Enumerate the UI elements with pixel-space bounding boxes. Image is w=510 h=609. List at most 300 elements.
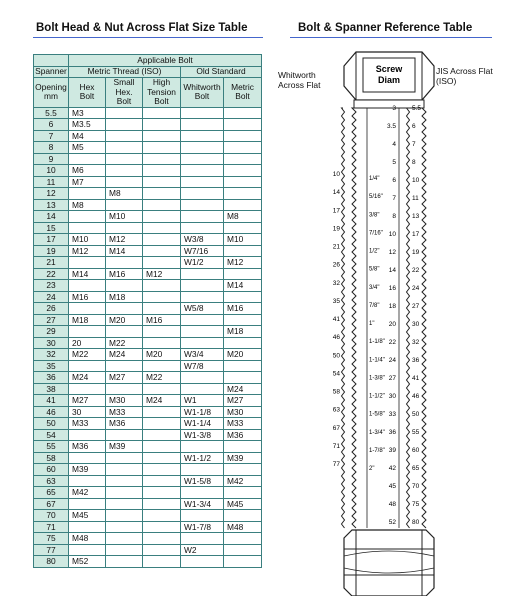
jis-tick-label: 70: [412, 483, 420, 490]
hex-bolt-cell: [69, 429, 106, 441]
table-row: [34, 544, 262, 556]
table-row: [34, 291, 262, 303]
header-line: Tension: [147, 86, 176, 97]
metric-bolt-header: [224, 78, 262, 108]
whitworth-tick-label: 19: [332, 225, 340, 233]
spanner-opening-cell: 36: [34, 372, 69, 384]
small-hex-bolt-cell: [106, 130, 143, 142]
jis-tick-label: 10: [412, 177, 420, 184]
hex-bolt-cell: M6: [69, 165, 106, 177]
high-tension-bolt-cell: [143, 107, 181, 119]
metric-tick-label: 42: [388, 465, 396, 472]
whitworth-bolt-cell: [181, 130, 224, 142]
table-row: [34, 487, 262, 499]
hex-bolt-cell: M42: [69, 487, 106, 499]
whitworth-bolt-cell: [181, 441, 224, 453]
metric-bolt-cell: M48: [224, 521, 262, 533]
table-row: [34, 418, 262, 430]
whitworth-bolt-cell: [181, 188, 224, 200]
hex-bolt-cell: [69, 257, 106, 269]
applicable-bolt-header: Applicable Bolt: [69, 55, 262, 67]
high-tension-bolt-cell: [143, 360, 181, 372]
small-hex-bolt-cell: M30: [106, 395, 143, 407]
small-hex-bolt-cell: [106, 429, 143, 441]
whitworth-label-line: Across Flat: [278, 80, 321, 90]
whitworth-label-line: Whitworth: [278, 70, 316, 80]
high-tension-bolt-cell: M16: [143, 314, 181, 326]
jis-tick-label: 36: [412, 357, 420, 364]
left-title: Bolt Head & Nut Across Flat Size Table: [36, 22, 248, 34]
small-hex-bolt-header: [106, 78, 143, 108]
metric-tick-label: 7: [392, 195, 396, 202]
small-hex-bolt-cell: [106, 452, 143, 464]
jis-tick-label: 46: [412, 393, 420, 400]
hex-bolt-cell: [69, 521, 106, 533]
metric-bolt-cell: [224, 544, 262, 556]
small-hex-bolt-cell: [106, 303, 143, 315]
spanner-opening-cell: 11: [34, 176, 69, 188]
high-tension-bolt-cell: [143, 429, 181, 441]
high-tension-bolt-cell: [143, 119, 181, 131]
table-row: [34, 395, 262, 407]
header-line: Opening: [35, 81, 67, 92]
whitworth-bolt-cell: [181, 211, 224, 223]
metric-tick-label: 27: [388, 375, 396, 382]
whitworth-tick-label: 54: [332, 370, 340, 378]
high-tension-bolt-cell: [143, 280, 181, 292]
jis-label: [436, 66, 493, 86]
high-tension-bolt-cell: [143, 487, 181, 499]
small-hex-bolt-cell: M12: [106, 234, 143, 246]
header-line: Metric: [231, 81, 254, 92]
whitworth-tick-label: 32: [332, 279, 340, 287]
small-hex-bolt-cell: [106, 326, 143, 338]
whitworth-tick-label: 63: [332, 406, 340, 414]
jis-tick-label: 7: [412, 141, 416, 148]
table-header-row: [34, 66, 262, 78]
metric-bolt-cell: [224, 441, 262, 453]
hex-bolt-cell: [69, 222, 106, 234]
high-tension-bolt-cell: [143, 222, 181, 234]
whitworth-tick-label: 26: [332, 261, 340, 269]
jis-tick-label: 6: [412, 123, 416, 130]
hex-bolt-cell: M45: [69, 510, 106, 522]
jis-tick-label: 22: [412, 267, 420, 274]
small-hex-bolt-cell: M20: [106, 314, 143, 326]
small-hex-bolt-cell: [106, 475, 143, 487]
jis-tick-label: 30: [412, 321, 420, 328]
spanner-opening-cell: 71: [34, 521, 69, 533]
spanner-opening-cell: 15: [34, 222, 69, 234]
high-tension-bolt-cell: [143, 418, 181, 430]
hex-bolt-cell: M52: [69, 556, 106, 568]
whitworth-tick-label: 35: [332, 297, 340, 305]
table-row: [34, 165, 262, 177]
hex-bolt-cell: M39: [69, 464, 106, 476]
header-line: Bolt: [154, 96, 169, 106]
metric-tick-label: 52: [388, 519, 396, 526]
small-hex-bolt-cell: M22: [106, 337, 143, 349]
spanner-opening-cell: 8: [34, 142, 69, 154]
screw-tick-label: 3/4": [369, 284, 380, 291]
metric-bolt-cell: M45: [224, 498, 262, 510]
spanner-opening-cell: 23: [34, 280, 69, 292]
metric-tick-label: 45: [388, 483, 396, 490]
high-tension-bolt-cell: [143, 337, 181, 349]
spanner-opening-cell: 7: [34, 130, 69, 142]
screw-tick-label: 5/16": [369, 194, 383, 201]
spanner-opening-cell: 22: [34, 268, 69, 280]
spanner-opening-cell: 35: [34, 360, 69, 372]
high-tension-bolt-header: [143, 78, 181, 108]
hex-bolt-cell: [69, 383, 106, 395]
spanner-opening-cell: 5.5: [34, 107, 69, 119]
header-line: Hex.: [115, 86, 133, 97]
screw-tick-label: 5/8": [369, 266, 380, 273]
hex-bolt-cell: [69, 303, 106, 315]
small-hex-bolt-cell: M33: [106, 406, 143, 418]
spanner-opening-cell: 19: [34, 245, 69, 257]
small-hex-bolt-cell: M8: [106, 188, 143, 200]
table-row: [34, 234, 262, 246]
metric-tick-label: 16: [388, 285, 396, 292]
whitworth-bolt-cell: [181, 199, 224, 211]
bolt-spanner-diagram: [274, 46, 504, 596]
whitworth-bolt-cell: W1: [181, 395, 224, 407]
metric-bolt-cell: [224, 464, 262, 476]
metric-tick-label: 30: [388, 393, 396, 400]
hex-bolt-cell: M18: [69, 314, 106, 326]
metric-tick-label: 12: [388, 249, 396, 256]
small-hex-bolt-cell: M36: [106, 418, 143, 430]
spanner-opening-cell: 24: [34, 291, 69, 303]
high-tension-bolt-cell: [143, 556, 181, 568]
high-tension-bolt-cell: [143, 257, 181, 269]
whitworth-bolt-cell: W5/8: [181, 303, 224, 315]
metric-bolt-cell: [224, 176, 262, 188]
high-tension-bolt-cell: [143, 165, 181, 177]
hex-bolt-cell: M22: [69, 349, 106, 361]
screw-tick-label: 1-1/4": [369, 357, 385, 364]
across-flat-table: [33, 54, 262, 568]
high-tension-bolt-cell: [143, 464, 181, 476]
table-row: [34, 556, 262, 568]
metric-bolt-cell: [224, 372, 262, 384]
small-hex-bolt-cell: [106, 360, 143, 372]
whitworth-bolt-cell: [181, 326, 224, 338]
header-line: Bolt: [79, 91, 95, 102]
metric-bolt-cell: M27: [224, 395, 262, 407]
whitworth-tick-label: 67: [332, 424, 340, 432]
spanner-opening-cell: 50: [34, 418, 69, 430]
spanner-opening-cell: 13: [34, 199, 69, 211]
whitworth-bolt-cell: [181, 153, 224, 165]
spanner-opening-cell: 67: [34, 498, 69, 510]
whitworth-tick-label: 46: [332, 334, 340, 342]
small-hex-bolt-cell: [106, 165, 143, 177]
whitworth-bolt-cell: W7/16: [181, 245, 224, 257]
metric-bolt-cell: [224, 556, 262, 568]
metric-tick-label: 4: [392, 141, 396, 148]
screw-tick-label: 1-1/8": [369, 339, 385, 346]
hex-bolt-header: [69, 78, 106, 108]
screw-tick-label: 1/2": [369, 248, 380, 255]
metric-tick-label: 6: [392, 177, 396, 184]
metric-tick-label: 14: [388, 267, 396, 274]
spanner-opening-cell: 55: [34, 441, 69, 453]
hex-bolt-cell: [69, 280, 106, 292]
table-row: [34, 326, 262, 338]
table-row: [34, 222, 262, 234]
spanner-opening-cell: 70: [34, 510, 69, 522]
metric-bolt-cell: [224, 107, 262, 119]
small-hex-bolt-cell: [106, 464, 143, 476]
small-hex-bolt-cell: M18: [106, 291, 143, 303]
whitworth-bolt-cell: W3/4: [181, 349, 224, 361]
header-line: High: [152, 77, 171, 87]
small-hex-bolt-cell: M10: [106, 211, 143, 223]
hex-bolt-cell: [69, 360, 106, 372]
high-tension-bolt-cell: [143, 211, 181, 223]
small-hex-bolt-cell: [106, 533, 143, 545]
metric-bolt-cell: [224, 199, 262, 211]
table-row: [34, 268, 262, 280]
table-row: [34, 107, 262, 119]
whitworth-bolt-cell: W7/8: [181, 360, 224, 372]
small-hex-bolt-cell: [106, 199, 143, 211]
header-line: Bolt: [194, 91, 210, 102]
spanner-opening-header: Spanner: [35, 66, 67, 76]
spanner-opening-cell: 10: [34, 165, 69, 177]
spanner-opening-cell: 77: [34, 544, 69, 556]
spanner-opening-cell: 29: [34, 326, 69, 338]
table-row: [34, 372, 262, 384]
small-hex-bolt-cell: [106, 176, 143, 188]
hex-bolt-cell: [69, 153, 106, 165]
whitworth-tick-label: 17: [332, 207, 340, 215]
small-hex-bolt-cell: [106, 544, 143, 556]
small-hex-bolt-cell: M27: [106, 372, 143, 384]
whitworth-tick-label: 21: [332, 243, 340, 251]
spanner-opening-cell: 30: [34, 337, 69, 349]
high-tension-bolt-cell: [143, 130, 181, 142]
metric-bolt-cell: M12: [224, 257, 262, 269]
hex-bolt-cell: [69, 544, 106, 556]
table-row: [34, 142, 262, 154]
whitworth-tick-label: 71: [332, 442, 340, 450]
high-tension-bolt-cell: [143, 153, 181, 165]
table-row: [34, 153, 262, 165]
spanner-opening-cell: 60: [34, 464, 69, 476]
screw-tick-label: 3/8": [369, 212, 380, 219]
jis-tick-label: 55: [412, 429, 420, 436]
spanner-opening-header: [34, 55, 69, 67]
table-row: [34, 441, 262, 453]
jis-tick-label: 50: [412, 411, 420, 418]
table-row: [34, 498, 262, 510]
hex-bolt-cell: M4: [69, 130, 106, 142]
jis-ruler: [407, 108, 410, 528]
hex-bolt-cell: [69, 211, 106, 223]
hex-bolt-cell: M33: [69, 418, 106, 430]
spanner-opening-cell: 12: [34, 188, 69, 200]
table-body: [34, 107, 262, 567]
table-row: [34, 211, 262, 223]
left-title-underline: [33, 37, 263, 38]
small-hex-bolt-cell: [106, 222, 143, 234]
table-row: [34, 337, 262, 349]
screw-tick-label: 1/4": [369, 176, 380, 182]
whitworth-bolt-cell: [181, 314, 224, 326]
high-tension-bolt-cell: [143, 176, 181, 188]
metric-bolt-cell: [224, 487, 262, 499]
metric-bolt-cell: [224, 360, 262, 372]
hex-bolt-cell: [69, 452, 106, 464]
whitworth-ruler: [342, 108, 345, 528]
whitworth-tick-label: 58: [332, 388, 340, 396]
spanner-opening-cell: 17: [34, 234, 69, 246]
table-row: [34, 349, 262, 361]
metric-tick-label: 8: [392, 213, 396, 220]
table-row: [34, 406, 262, 418]
metric-tick-label: 10: [388, 231, 396, 238]
whitworth-label: [278, 70, 321, 90]
whitworth-bolt-cell: [181, 107, 224, 119]
table-row: [34, 303, 262, 315]
screw-tick-label: 1": [369, 321, 375, 327]
spanner-opening-cell: 38: [34, 383, 69, 395]
whitworth-bolt-cell: W1-1/4: [181, 418, 224, 430]
small-hex-bolt-cell: [106, 556, 143, 568]
hex-bolt-cell: [69, 498, 106, 510]
small-hex-bolt-cell: M24: [106, 349, 143, 361]
screw-tick-label: 2": [369, 466, 375, 472]
hex-bolt-cell: M10: [69, 234, 106, 246]
jis-tick-label: 13: [412, 213, 420, 220]
spanner-opening-cell: 14: [34, 211, 69, 223]
metric-tick-label: 24: [388, 357, 396, 364]
metric-tick-label: 22: [388, 339, 396, 346]
metric-bolt-cell: M30: [224, 406, 262, 418]
right-title: Bolt & Spanner Reference Table: [298, 22, 473, 34]
screw-tick-label: 1-1/2": [369, 393, 385, 400]
hex-bolt-cell: [69, 326, 106, 338]
whitworth-bolt-cell: [181, 176, 224, 188]
jis-tick-label: 75: [412, 501, 420, 508]
metric-tick-label: 36: [388, 429, 396, 436]
high-tension-bolt-cell: M12: [143, 268, 181, 280]
metric-bolt-cell: M18: [224, 326, 262, 338]
hex-bolt-cell: [69, 475, 106, 487]
whitworth-tick-label: 14: [332, 189, 340, 197]
header-line: Hex: [79, 81, 95, 92]
table-header-row: [34, 78, 262, 108]
header-line: Whitworth: [183, 81, 221, 92]
metric-bolt-cell: [224, 510, 262, 522]
metric-bolt-cell: [224, 245, 262, 257]
whitworth-bolt-cell: W1/2: [181, 257, 224, 269]
metric-bolt-cell: [224, 314, 262, 326]
small-hex-bolt-cell: [106, 257, 143, 269]
high-tension-bolt-cell: [143, 452, 181, 464]
whitworth-bolt-cell: [181, 280, 224, 292]
small-hex-bolt-cell: [106, 521, 143, 533]
whitworth-bolt-cell: [181, 222, 224, 234]
metric-bolt-cell: M24: [224, 383, 262, 395]
high-tension-bolt-cell: [143, 199, 181, 211]
whitworth-bolt-cell: [181, 165, 224, 177]
table-row: [34, 199, 262, 211]
table-row: [34, 383, 262, 395]
spanner-opening-cell: 6: [34, 119, 69, 131]
high-tension-bolt-cell: [143, 498, 181, 510]
metric-bolt-cell: [224, 142, 262, 154]
screw-tick-label: 7/16": [369, 230, 383, 237]
whitworth-bolt-cell: [181, 372, 224, 384]
metric-bolt-cell: M10: [224, 234, 262, 246]
high-tension-bolt-cell: [143, 533, 181, 545]
high-tension-bolt-cell: [143, 326, 181, 338]
high-tension-bolt-cell: [143, 303, 181, 315]
right-title-underline: [290, 37, 492, 38]
high-tension-bolt-cell: M20: [143, 349, 181, 361]
small-hex-bolt-cell: M39: [106, 441, 143, 453]
spanner-opening-cell: 80: [34, 556, 69, 568]
jis-tick-label: 5.5: [412, 105, 422, 112]
metric-bolt-cell: M14: [224, 280, 262, 292]
spanner-opening-cell: 46: [34, 406, 69, 418]
hex-bolt-cell: M3.5: [69, 119, 106, 131]
whitworth-bolt-cell: W3/8: [181, 234, 224, 246]
spanner-opening-cell: 27: [34, 314, 69, 326]
metric-tick-label: 20: [388, 321, 396, 328]
metric-bolt-cell: M8: [224, 211, 262, 223]
small-hex-bolt-cell: [106, 383, 143, 395]
metric-bolt-cell: [224, 165, 262, 177]
whitworth-bolt-cell: W1-1/8: [181, 406, 224, 418]
header-line: Small: [113, 77, 135, 87]
hex-bolt-cell: M24: [69, 372, 106, 384]
hex-bolt-cell: M12: [69, 245, 106, 257]
table-row: [34, 533, 262, 545]
hex-bolt-cell: [69, 188, 106, 200]
screw-tick-label: 1-3/8": [369, 375, 385, 382]
whitworth-bolt-cell: [181, 337, 224, 349]
header-line: Bolt: [235, 91, 250, 102]
table-row: [34, 464, 262, 476]
metric-bolt-cell: [224, 188, 262, 200]
metric-bolt-cell: M16: [224, 303, 262, 315]
high-tension-bolt-cell: [143, 188, 181, 200]
jis-tick-label: 80: [412, 519, 420, 526]
whitworth-bolt-cell: [181, 268, 224, 280]
whitworth-bolt-cell: [181, 487, 224, 499]
whitworth-bolt-cell: W1-3/8: [181, 429, 224, 441]
header-line: mm: [44, 91, 58, 102]
metric-bolt-cell: [224, 153, 262, 165]
high-tension-bolt-cell: M24: [143, 395, 181, 407]
whitworth-bolt-cell: W2: [181, 544, 224, 556]
spanner-opening-cell: 32: [34, 349, 69, 361]
spanner-opening-cell: 26: [34, 303, 69, 315]
high-tension-bolt-cell: [143, 234, 181, 246]
table-row: [34, 176, 262, 188]
high-tension-bolt-cell: [143, 475, 181, 487]
screw-tick-label: 7/8": [369, 302, 380, 309]
table-header-row: [34, 55, 262, 67]
whitworth-bolt-header: [181, 78, 224, 108]
shank-right-thread: [422, 108, 426, 528]
